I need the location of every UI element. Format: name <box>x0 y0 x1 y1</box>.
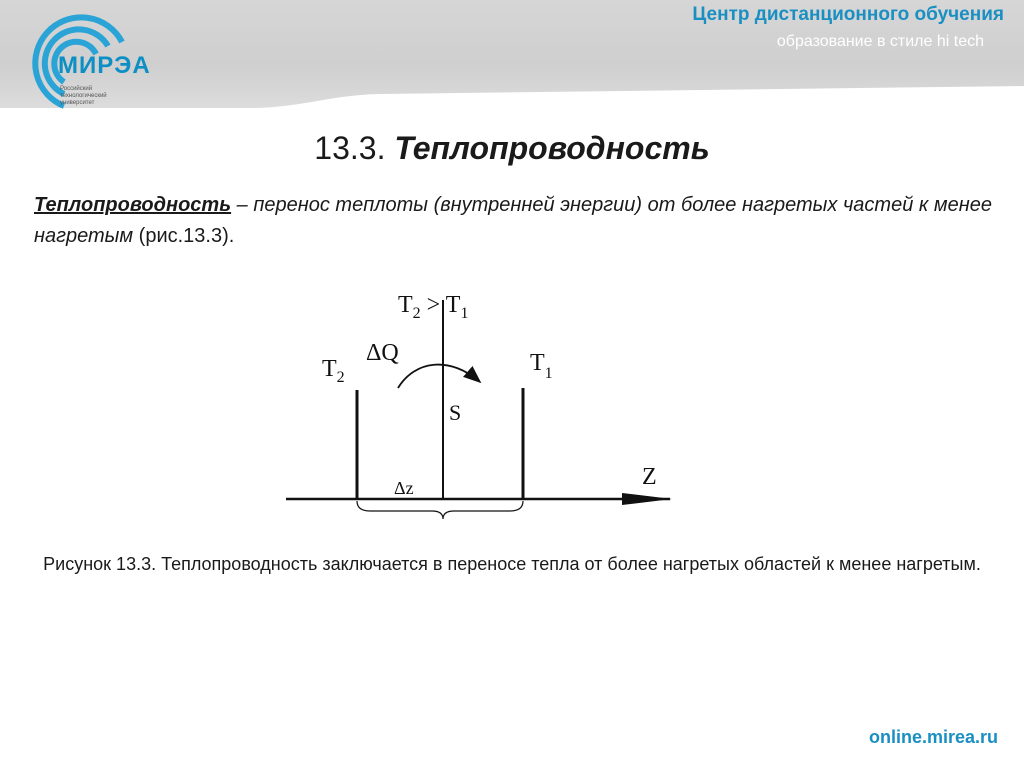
right-t-sub: 1 <box>544 365 553 382</box>
left-temperature-label <box>322 356 345 386</box>
left-t-label: T <box>322 356 337 382</box>
logo-subtitle: Российский технологический университет <box>60 86 107 106</box>
top-condition-label <box>398 292 468 322</box>
figure-caption: Рисунок 13.3. Теплопроводность заключается в переносе тепла от более нагретых областей к менее нагретым. <box>43 554 981 574</box>
left-t-sub: 2 <box>336 369 345 386</box>
heat-flow-arrow-icon <box>398 365 480 388</box>
top-t1-sub: 1 <box>460 305 469 322</box>
footer-url-link[interactable]: online.mirea.ru <box>868 727 998 747</box>
slide-title-number: 13.3. <box>314 130 386 166</box>
top-t2-sub: 2 <box>412 305 421 322</box>
slide-title-text: Теплопроводность <box>394 130 710 166</box>
z-axis-arrow-icon <box>622 493 672 505</box>
right-temperature-label <box>530 350 553 382</box>
logo-wordmark: МИРЭА <box>58 52 151 79</box>
definition-reference: (рис.13.3). <box>133 225 235 247</box>
header-title: Центр дистанционного обучения <box>692 4 1004 25</box>
delta-z-brace <box>357 501 523 519</box>
z-axis-label: Z <box>642 464 657 490</box>
definition-term: Теплопроводность <box>34 194 232 216</box>
delta-q-label: ΔQ <box>366 340 399 366</box>
header-tagline: образование в стиле hi tech <box>776 33 984 50</box>
definition-text: – перенос теплоты (внутренней энергии) от более нагретых частей к менее нагретым <box>34 194 992 247</box>
surface-s-label: S <box>449 400 462 425</box>
definition-paragraph <box>34 190 992 252</box>
heat-conduction-figure <box>270 280 690 520</box>
slide-title <box>0 130 1024 167</box>
top-t2-label: T <box>398 292 413 318</box>
top-greater-sign: > <box>420 292 446 318</box>
delta-z-label: Δz <box>394 478 414 498</box>
top-t1-label: T <box>445 292 461 318</box>
right-t-label: T <box>530 350 545 376</box>
mirea-logo <box>4 2 174 110</box>
